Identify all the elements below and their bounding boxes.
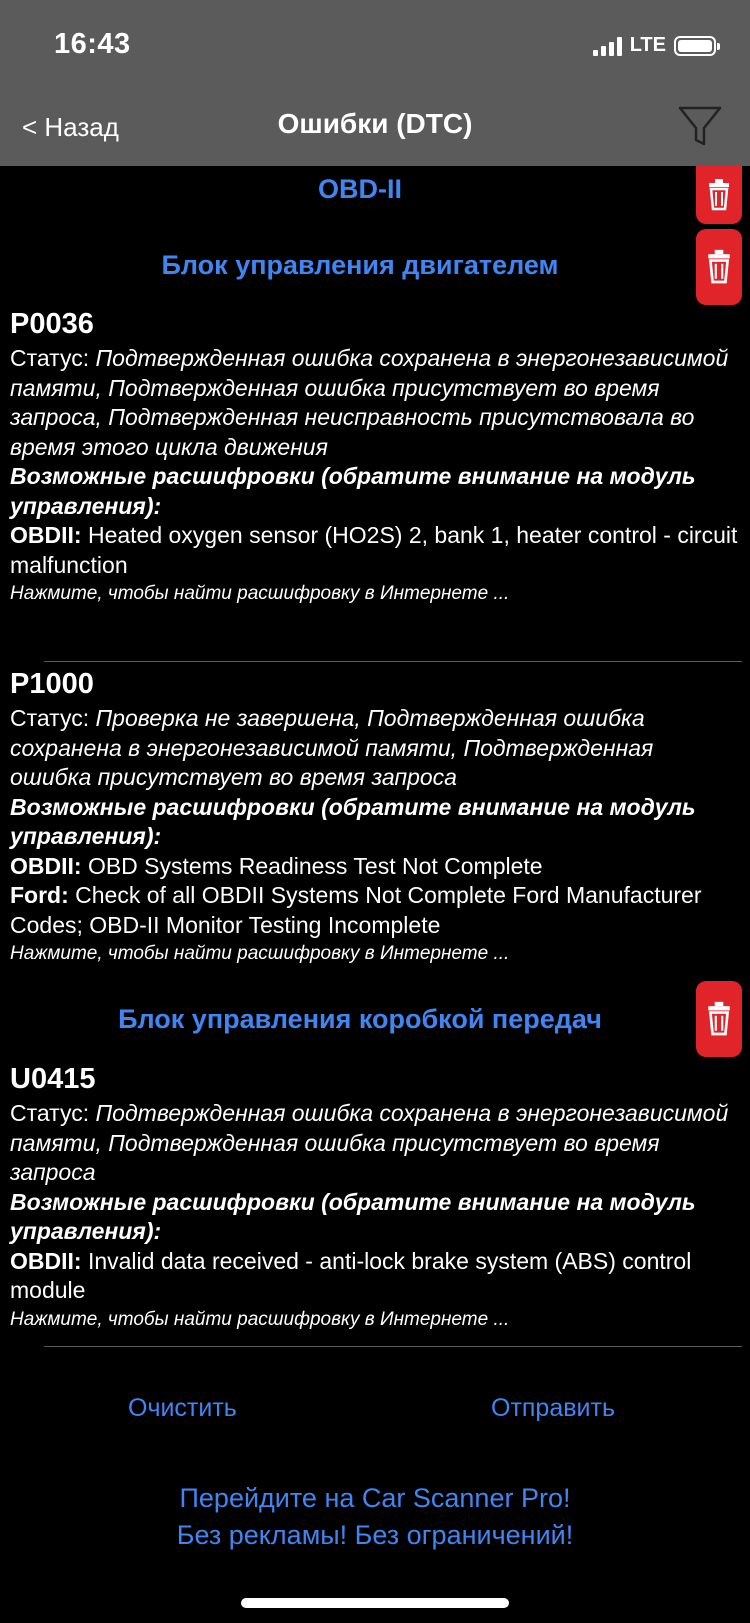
status-label: Статус: [10,1100,96,1126]
dtc-item-p0036[interactable] [10,306,740,607]
section-title-obd: OBD-II [318,174,402,204]
home-indicator [241,1598,509,1608]
delete-obd-button[interactable] [696,166,742,224]
decode-text: Check of all OBDII Systems Not Complete Ford Manufacturer Codes; OBD-II Monitor Testing Incomplete [10,882,702,938]
search-online-link[interactable]: Нажмите, чтобы найти расшифровку в Интернете ... [10,1308,510,1330]
promo-line-1: Перейдите на Car Scanner Pro! [179,1483,571,1513]
decode-text: Invalid data received - anti-lock brake system (ABS) control module [10,1247,692,1303]
network-type: LTE [629,34,666,56]
decode-heading: Возможные расшифровки (обратите внимание на модуль управления): [10,793,696,849]
divider [44,661,742,662]
page-title: Ошибки (DTC) [277,108,473,139]
decode-source: OBDII: [10,522,82,548]
dtc-code: P1000 [10,668,94,700]
decode-entry [10,1247,740,1306]
decode-entry [10,521,740,580]
battery-icon [674,36,716,56]
decode-heading: Возможные расшифровки (обратите внимание на модуль управления): [10,463,696,519]
status-value: Подтвержденная ошибка сохранена в энергонезависимой памяти, Подтвержденная ошибка присутствует во время запроса, Подтвержденная неисправность присутствовала во время этого цикла движения [10,345,729,460]
section-title-engine: Блок управления двигателем [161,250,559,280]
dtc-item-p1000[interactable] [10,666,740,967]
filter-button[interactable] [676,102,724,150]
decode-entry [10,852,740,882]
send-button[interactable]: Отправить [491,1394,615,1422]
upgrade-promo-link[interactable] [0,1480,750,1554]
filter-icon [676,102,724,150]
decode-entry [10,881,740,940]
status-label: Статус: [10,345,96,371]
status-bar [0,0,750,90]
delete-transmission-button[interactable] [696,981,742,1057]
decode-text: OBD Systems Readiness Test Not Complete [81,852,543,879]
status-time: 16:43 [54,28,131,60]
dtc-item-u0415[interactable] [10,1061,740,1333]
decode-source: OBDII: [10,852,82,879]
status-indicators [593,34,716,57]
dtc-status [10,344,740,462]
section-title-transmission: Блок управления коробкой передач [118,1004,602,1034]
search-online-link[interactable]: Нажмите, чтобы найти расшифровку в Интернете ... [10,943,510,964]
trash-icon [705,177,733,213]
decode-text: Heated oxygen sensor (HO2S) 2, bank 1, heater control - circuit malfunction [10,522,738,578]
decode-source: Ford: [10,882,69,908]
promo-line-2: Без рекламы! Без ограничений! [176,1520,574,1550]
search-online-link[interactable]: Нажмите, чтобы найти расшифровку в Интернете ... [10,583,510,604]
status-value: Подтвержденная ошибка сохранена в энергонезависимой памяти, Подтвержденная ошибка присутствует во время запроса [10,1100,729,1185]
decode-source: OBDII: [10,1247,82,1274]
trash-icon [704,246,734,288]
status-label: Статус: [10,705,96,731]
navigation-bar [0,90,750,166]
delete-engine-button[interactable] [696,229,742,305]
back-button[interactable]: < Назад [22,112,119,142]
dtc-status [10,704,740,793]
trash-icon [704,998,734,1040]
dtc-status [10,1099,740,1188]
signal-strength-icon [593,36,622,56]
status-value: Проверка не завершена, Подтвержденная ошибка сохранена в энергонезависимой памяти, Подтвержденная ошибка присутствует во время запроса [10,705,654,790]
dtc-code: U0415 [10,1063,96,1095]
divider [44,1346,742,1347]
clear-button[interactable]: Очистить [128,1394,237,1422]
dtc-code: P0036 [10,308,94,340]
decode-heading: Возможные расшифровки (обратите внимание на модуль управления): [10,1188,696,1244]
